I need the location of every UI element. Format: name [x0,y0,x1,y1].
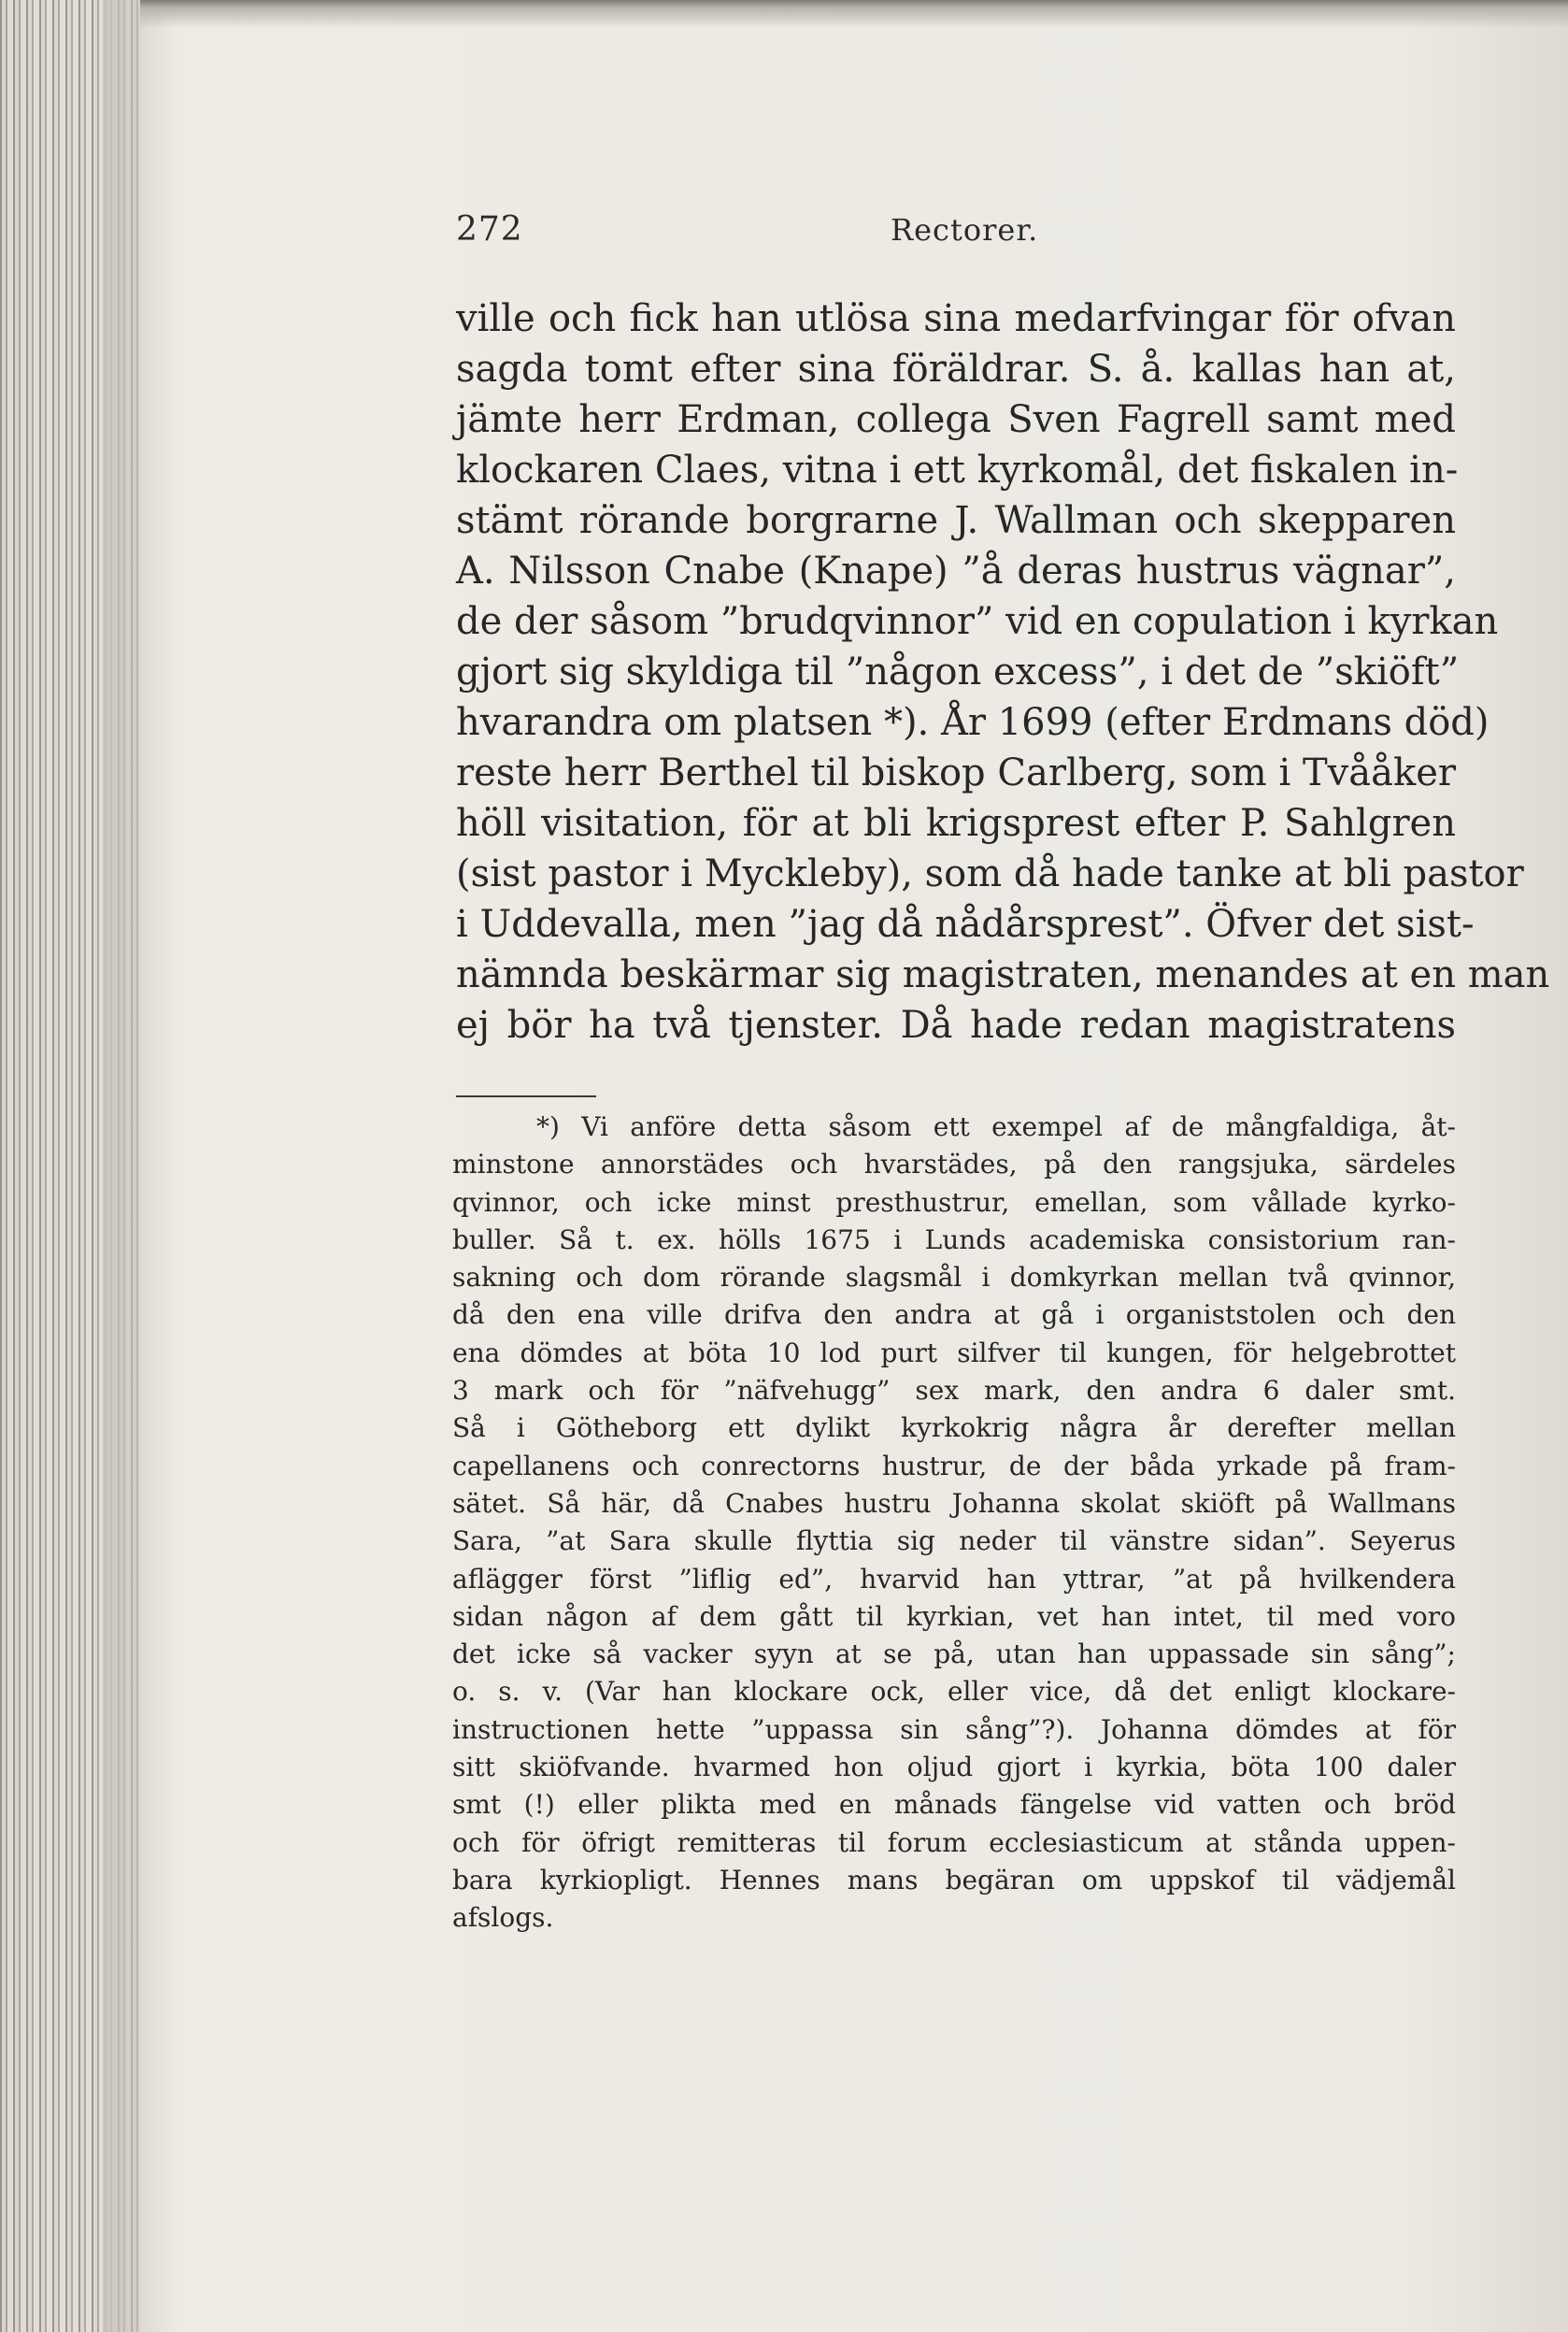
body-line: stämt rörande borgrarne J. Wallman och skepparen [456,499,1456,542]
body-line: nämnda beskärmar sig magistraten, menandes at en man [456,953,1550,996]
footnote-separator [456,1095,596,1097]
footnote-line: aflägger först ”liflig ed”, hvarvid han yttrar, ”at på hvilkendera [452,1563,1456,1595]
body-line: ej bör ha två tjenster. Då hade redan magistratens [456,1004,1456,1047]
footnote [452,1109,1456,1938]
body-line: i Uddevalla, men ”jag då nådårsprest”. Öfver det sist- [456,903,1475,946]
body-line: de der såsom ”brudqvinnor” vid en copulation i kyrkan [456,600,1499,643]
body-line: klockaren Claes, vitna i ett kyrkomål, det fiskalen in- [456,449,1459,492]
footnote-line: sätet. Så här, då Cnabes hustru Johanna skolat skiöft på Wallmans [452,1487,1456,1519]
top-edge-shadow [140,0,1568,28]
footnote-line: det icke så vacker syyn at se på, utan han uppassade sin sång”; [452,1638,1456,1670]
footnote-line: 3 mark och för ”näfvehugg” sex mark, den andra 6 daler smt. [452,1375,1456,1407]
footnote-line: buller. Så t. ex. hölls 1675 i Lunds academiska consistorium ran- [452,1223,1456,1255]
body-line: hvarandra om platsen *). År 1699 (efter Erdmans död) [456,701,1490,744]
footnote-line: sitt skiöfvande. hvarmed hon oljud gjort i kyrkia, böta 100 daler [452,1752,1456,1783]
footnote-line: *) Vi anföre detta såsom ett exempel af de mångfaldiga, åt- [536,1111,1456,1142]
footnote-line: ena dömdes at böta 10 lod purt silfver til kungen, för helgebrottet [452,1337,1456,1368]
body-line: höll visitation, för at bli krigsprest efter P. Sahlgren [456,802,1456,845]
running-head: Rectorer. [891,212,1039,248]
footnote-line: då den ena ville drifva den andra at gå i organiststolen och den [452,1299,1456,1331]
footnote-line: capellanens och conrectorns hustrur, de der båda yrkade på fram- [452,1450,1456,1481]
body-line: (sist pastor i Myckleby), som då hade tanke at bli pastor [456,852,1524,895]
body-line: sagda tomt efter sina föräldrar. S. å. kallas han at, [456,348,1456,391]
footnote-line: o. s. v. (Var han klockare ock, eller vice, då det enligt klockare- [452,1676,1456,1708]
footnote-line: smt (!) eller plikta med en månads fängelse vid vatten och bröd [452,1789,1456,1821]
footnote-line: instructionen hette ”uppassa sin sång”?). Johanna dömdes at för [452,1713,1456,1745]
footnote-line: afslogs. [452,1902,554,1934]
footnote-line: minstone annorstädes och hvarstädes, på den rangsjuka, särdeles [452,1149,1456,1180]
footnote-line: qvinnor, och icke minst presthustrur, emellan, som vållade kyrko- [452,1186,1456,1218]
page-header [456,210,1456,266]
body-line: reste herr Berthel til biskop Carlberg, som i Tvååker [456,751,1456,794]
main-text [456,293,1550,1051]
footnote-line: sakning och dom rörande slagsmål i domkyrkan mellan två qvinnor, [452,1262,1456,1294]
footnote-line: Så i Götheborg ett dylikt kyrkokrig några år derefter mellan [452,1412,1456,1444]
gutter-shadow [103,0,178,2332]
body-line: jämte herr Erdman, collega Sven Fagrell samt med [456,398,1456,441]
footnote-line: och för öfrigt remitteras til forum ecclesiasticum at stånda uppen- [452,1826,1456,1858]
body-line: A. Nilsson Cnabe (Knape) ”å deras hustrus vägnar”, [456,550,1456,593]
body-line: ville och fick han utlösa sina medarfvingar för ofvan [456,297,1456,340]
body-line: gjort sig skyldiga til ”någon excess”, i det de ”skiöft” [456,651,1460,694]
footnote-line: bara kyrkiopligt. Hennes mans begäran om uppskof til vädjemål [452,1864,1456,1896]
footnote-line: Sara, ”at Sara skulle flyttia sig neder til vänstre sidan”. Seyerus [452,1525,1456,1557]
footnote-line: sidan någon af dem gått til kyrkian, vet han intet, til med voro [452,1600,1456,1632]
page-number: 272 [456,210,523,249]
